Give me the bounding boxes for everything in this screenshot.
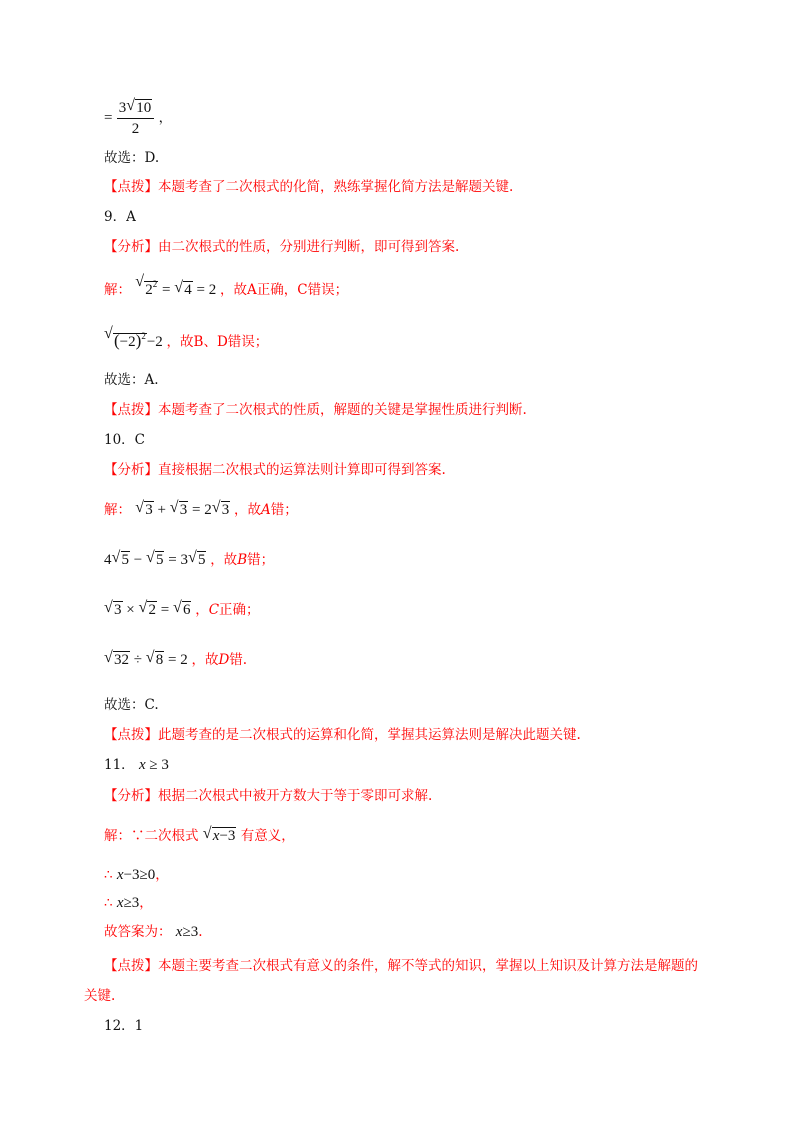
q10-solution-line1: 解： √ 3 + √ 3 = 2√ 3 ，故A错； — [104, 500, 298, 520]
q8-answer: 故选：D. — [104, 150, 160, 166]
q11-dianbo-line2: 关键. — [84, 988, 116, 1004]
q9-answer: 故选：A. — [104, 372, 159, 388]
fraction-denominator: 2 — [131, 121, 140, 137]
q11-step2: ∴ x≥3， — [104, 895, 153, 911]
sqrt: √ 10 — [127, 98, 152, 118]
q9-fenxi: 【分析】由二次根式的性质，分别进行判断，即可得到答案. — [104, 239, 460, 255]
q11-dianbo-line1: 【点拨】本题主要考查二次根式有意义的条件，解不等式的知识，掌握以上知识及计算方法是解题的 — [104, 958, 698, 974]
q11-title: 11． x ≥ 3 — [104, 757, 169, 773]
equals-sign: = — [104, 110, 113, 126]
q10-answer: 故选：C. — [104, 697, 159, 713]
q10-dianbo: 【点拨】此题考查的是二次根式的运算和化简，掌握其运算法则是解决此题关键. — [104, 727, 581, 743]
q10-title: 10．C — [104, 432, 146, 448]
fraction — [117, 98, 155, 139]
q9-solution-line1: 解： √ $2^2$ = √ 4 = 2 ，故A正确，C错误； — [104, 274, 348, 300]
q10-solution-line4: √ 32 ÷ √ 8 = 2 ，故D错. — [104, 650, 247, 670]
q9-dianbo: 【点拨】本题考查了二次根式的性质，解题的关键是掌握性质进行判断. — [104, 402, 527, 418]
q8-dianbo: 【点拨】本题考查了二次根式的化简，熟练掌握化简方法是解题关键. — [104, 179, 514, 195]
q11-answer: 故答案为： x≥3. — [104, 924, 203, 940]
q11-step1: ∴ x−3≥0， — [104, 867, 169, 883]
q10-fenxi: 【分析】直接根据二次根式的运算法则计算即可得到答案. — [104, 462, 446, 478]
q12-title: 12．1 — [104, 1018, 144, 1034]
q9-solution-line2: √ $(-2)^2-2$ ，故B、D错误； — [104, 326, 268, 352]
q11-fenxi: 【分析】根据二次根式中被开方数大于等于零即可求解. — [104, 788, 433, 804]
q9-eq2: √ $(-2)^2-2$ — [104, 334, 167, 350]
q11-solution-line1: 解：∵二次根式 √ x−3 有意义， — [104, 826, 295, 846]
q10-solution-line3: √ 3 × √ 2 = √ 6 ，C正确； — [104, 600, 260, 620]
q9-eq1: √ $2^2$ = √ 4 = 2 — [135, 282, 220, 298]
q10-solution-line2: 4√ 5 − √ 5 = 3√ 5 ，故B错； — [104, 550, 274, 570]
q9-title: 9．A — [104, 209, 136, 225]
fraction-numerator: 3√ 10 — [117, 98, 155, 119]
result-fraction-line: = $\frac{3√ 10}{2}$ ， — [104, 98, 172, 139]
